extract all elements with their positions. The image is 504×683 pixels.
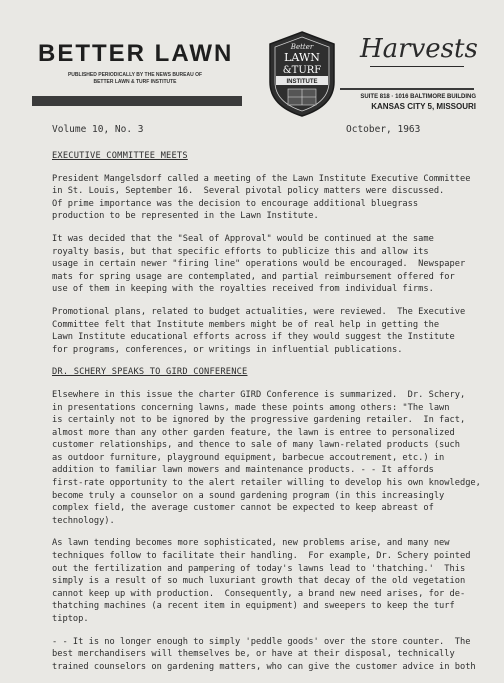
- masthead-ink-bar: [32, 96, 242, 106]
- newsletter-body: [52, 150, 482, 683]
- issue-number: Volume 10, No. 3: [52, 124, 144, 135]
- emblem-text-turf: &TURF: [282, 65, 322, 76]
- paragraph: Promotional plans, related to budget actualities, were reviewed. The Executive Committee felt that Institute members might be of real help in getting the Lawn Institute educational efforts across if they would suggest the Institute for programs, conferences, or writings in influential publications.: [52, 306, 466, 355]
- issue-date: October, 1963: [346, 124, 421, 135]
- harvests-underline: [370, 66, 464, 67]
- paragraph: President Mangelsdorf called a meeting of the Lawn Institute Executive Committee in St. Louis, September 16. Several pivotal policy matters were discussed. Of prime importance was the decision to encourage additional bluegrass production to be represented in the Lawn Institute.: [52, 173, 471, 222]
- masthead-rule-right: [340, 88, 474, 90]
- section-heading: DR. SCHERY SPEAKS TO GIRD CONFERENCE: [52, 367, 248, 378]
- paragraph: As lawn tending becomes more sophisticated, new problems arise, and many new techniques follow to facilitate their handling. For example, Dr. Schery pointed out the fertilization and pampering of today's lawns lead to 'thatching.' This simply is a result of so much luxuriant growth that decay of the old vegetation cannot keep up with production. Consequently, a brand new need arises, for de- thatching machines (a recent item in equipment) and sweepers to keep the turf tiptop.: [52, 538, 471, 624]
- emblem-text-band: INSTITUTE: [286, 79, 318, 85]
- masthead-subtitle-line1: PUBLISHED PERIODICALLY BY THE NEWS BUREAU OF: [67, 72, 203, 78]
- masthead-title: BETTER LAWN: [38, 40, 234, 67]
- section-schery-gird: [52, 366, 482, 673]
- paragraph: - - It is no longer enough to simply 'peddle goods' over the store counter. The best merchandisers will themselves be, or have at their disposal, technically trained counselors on gardening matters, who can give the customer advice in both: [52, 636, 476, 672]
- emblem-text-top: Better: [290, 43, 314, 51]
- section-executive-committee: [52, 150, 482, 356]
- institute-emblem: [266, 30, 338, 118]
- paragraph: Elsewhere in this issue the charter GIRD Conference is summarized. Dr. Schery, in presentations concerning lawns, made these points among others: "The lawn is certainly not to be ignored by the progressive gardening retailer. In fact, almost more than any other garden feature, the lawn is entree to personalized customer relationships, and thence to sale of many lawn-related products (such as outdoor furniture, playground equipment, barbecue accoutrement, etc.) in addition to familiar lawn mowers and maintenance products. - - It affords first-rate opportunity to the alert retailer willing to develop his own knowledge, become truly a counselor on a sound gardening program (in this increasingly complex field, the average customer cannot be expected to keep abreast of technology).: [52, 389, 481, 526]
- masthead-subtitle-line2: BETTER LAWN & TURF INSTITUTE: [93, 79, 177, 85]
- paragraph: It was decided that the "Seal of Approval" would be continued at the same royalty basis, but that specific efforts to publicize this and allow its usage in certain newer "firing line" operations would be encouraged. Newspaper mats for spring usage are contemplated, and partial reimbursement offered for use of them in keeping with the royalties received from individual firms.: [52, 233, 466, 295]
- harvests-script-title: Harvests: [360, 34, 478, 64]
- address-line1: SUITE 818 · 1016 BALTIMORE BUILDING: [360, 94, 476, 100]
- address-line2: KANSAS CITY 5, MISSOURI: [371, 102, 476, 111]
- section-heading: EXECUTIVE COMMITTEE MEETS: [52, 151, 188, 161]
- emblem-text-lawn: LAWN: [284, 51, 320, 64]
- masthead-subtitle: [60, 72, 210, 86]
